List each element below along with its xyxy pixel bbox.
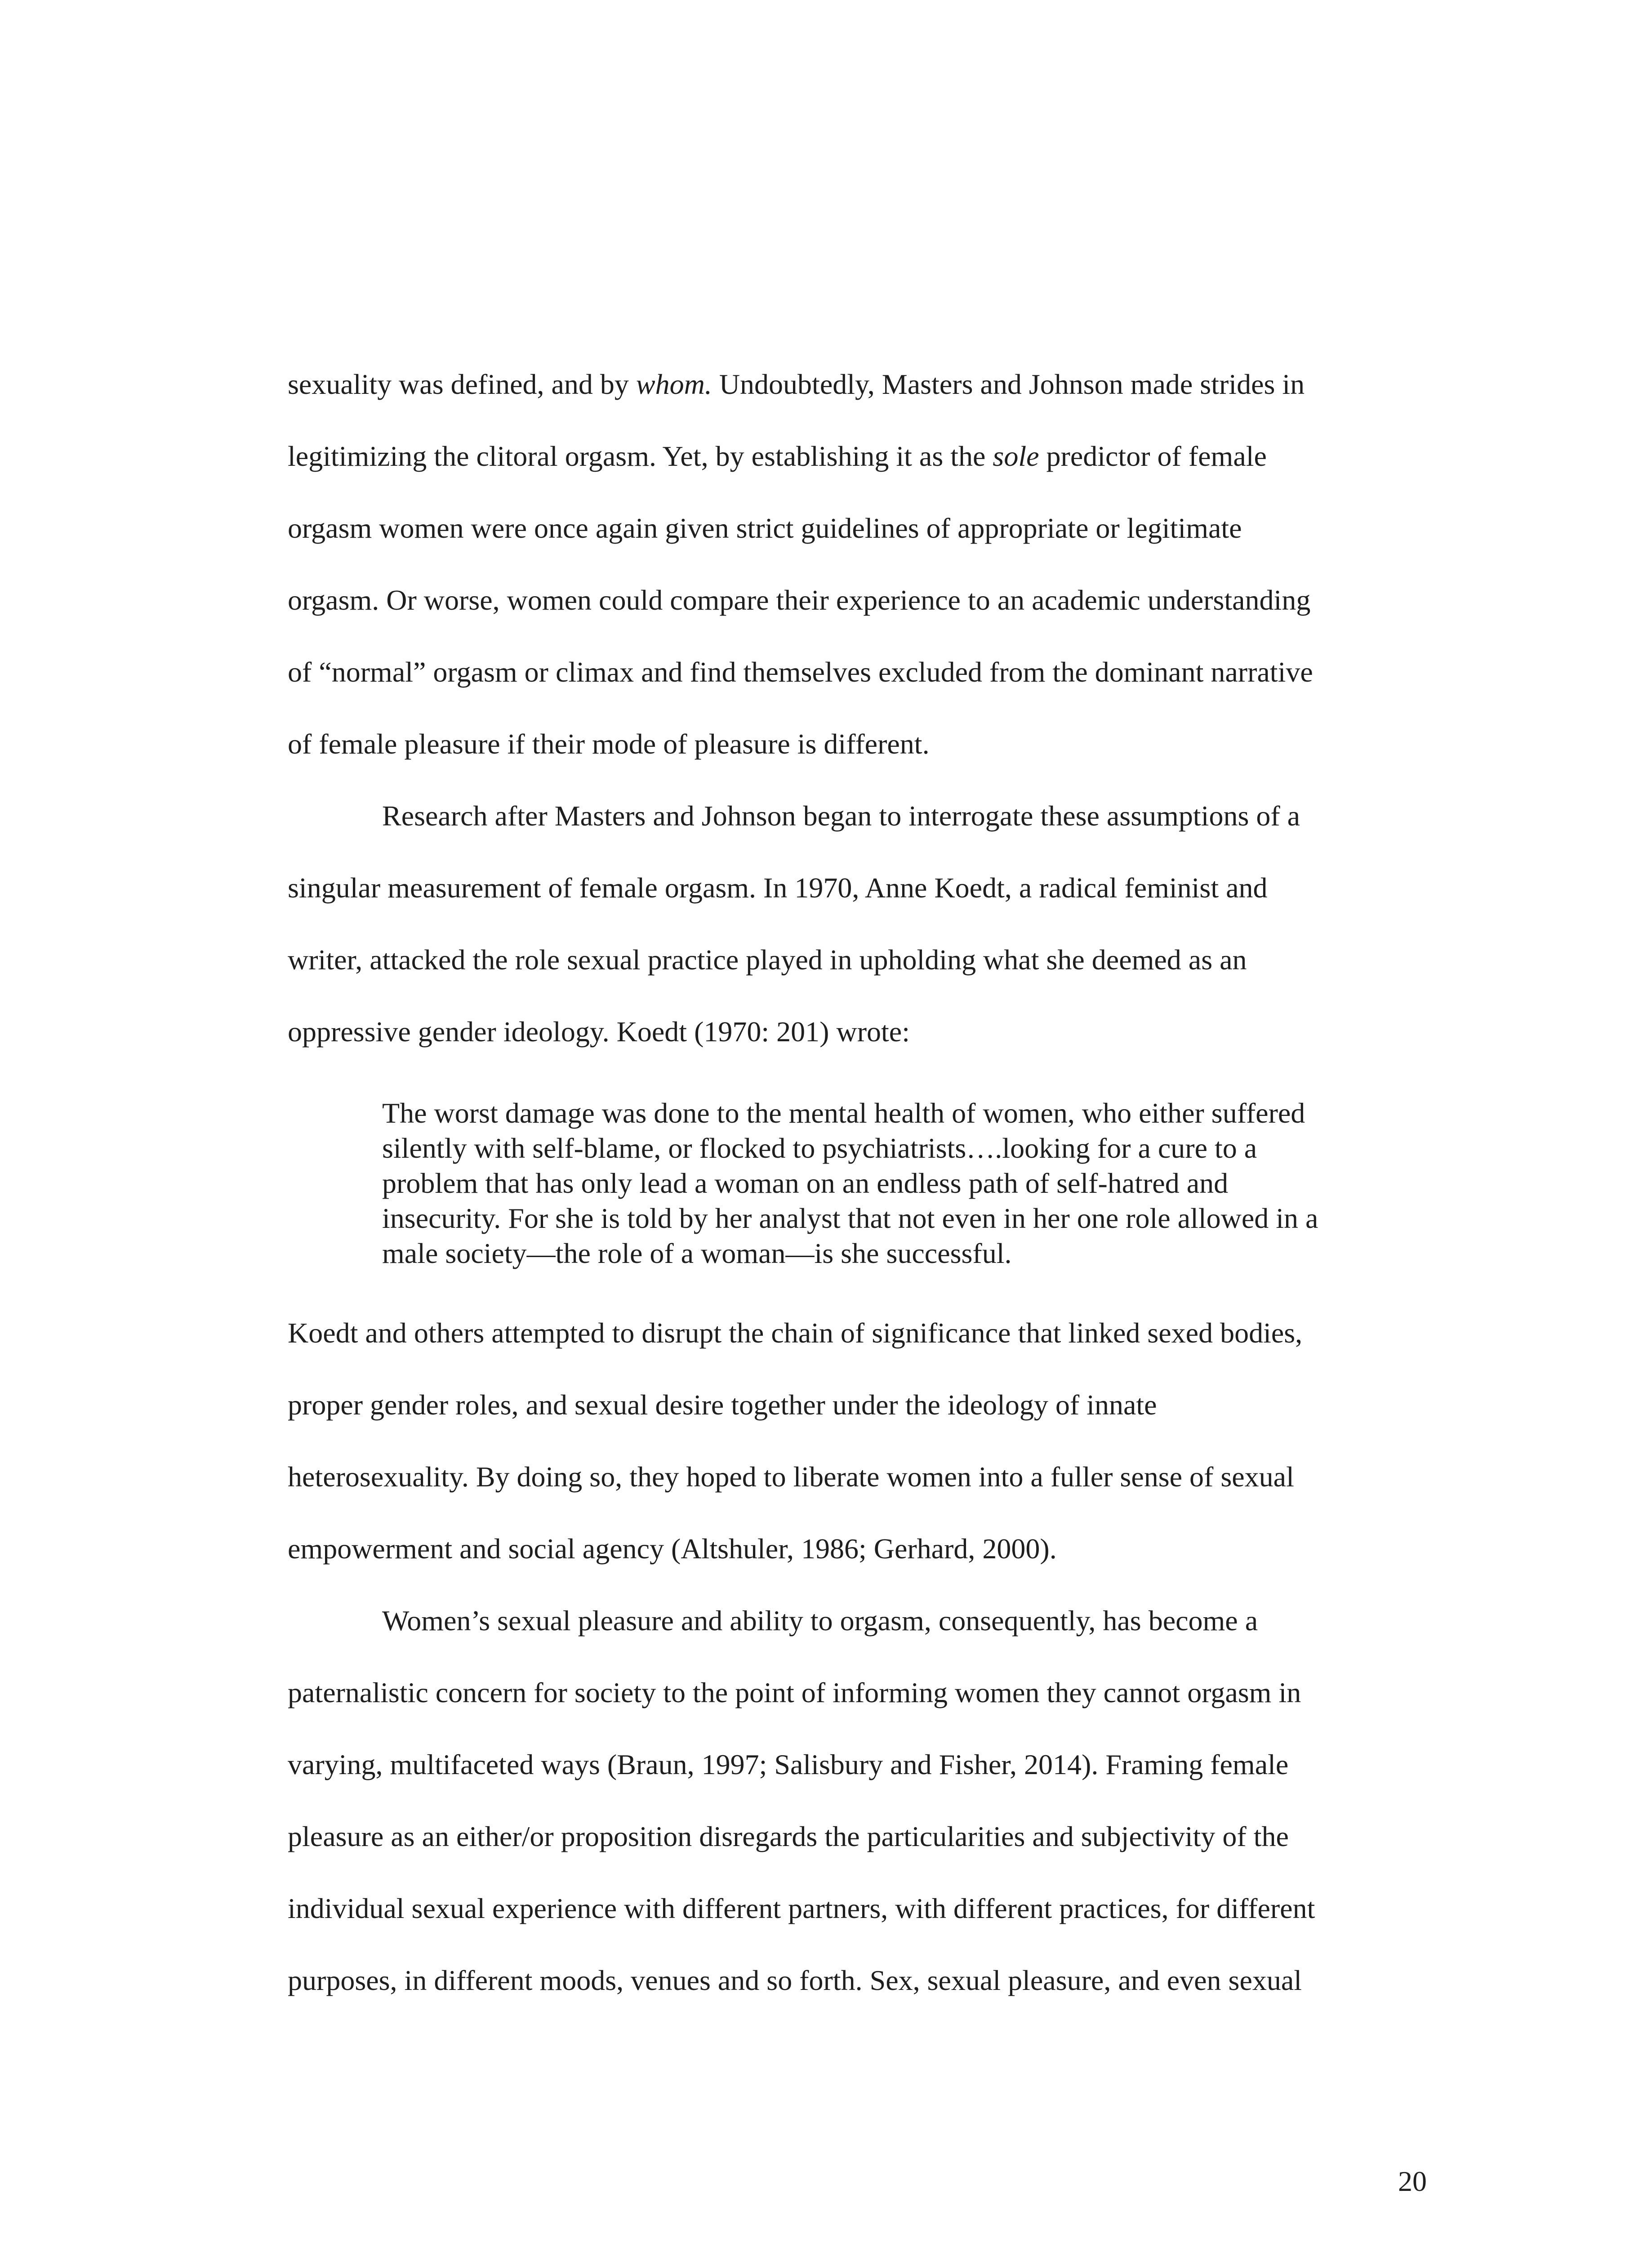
paragraph-4-line-2: paternalistic concern for society to the point of informing women they cannot orgasm in — [288, 1677, 1301, 1708]
paragraph-1-line-2 — [288, 438, 1267, 474]
paragraph-1-line-1 — [288, 366, 1305, 402]
paragraph-2-line-3: writer, attacked the role sexual practice played in upholding what she deemed as an — [288, 944, 1247, 976]
paragraph-4-line-6: purposes, in different moods, venues and so forth. Sex, sexual pleasure, and even sexual — [288, 1964, 1302, 1996]
paragraph-2-line-4: oppressive gender ideology. Koedt (1970: 201) wrote: — [288, 1016, 910, 1048]
paragraph-2-line-2: singular measurement of female orgasm. In 1970, Anne Koedt, a radical feminist and — [288, 872, 1268, 904]
page-number: 20 — [1398, 2165, 1427, 2197]
paragraph-3-line-1: Koedt and others attempted to disrupt the chain of significance that linked sexed bodies, — [288, 1317, 1303, 1349]
blockquote-line-5: male society—the role of a woman—is she successful. — [382, 1237, 1012, 1269]
paragraph-4-line-4: pleasure as an either/or proposition disregards the particularities and subjectivity of the — [288, 1820, 1289, 1852]
blockquote-line-4: insecurity. For she is told by her analyst that not even in her one role allowed in a — [382, 1202, 1318, 1234]
paragraph-4-line-1: Women’s sexual pleasure and ability to orgasm, consequently, has become a — [382, 1605, 1258, 1637]
blockquote-line-2: silently with self-blame, or flocked to psychiatrists….looking for a cure to a — [382, 1132, 1257, 1164]
paragraph-1-line-6: of female pleasure if their mode of pleasure is different. — [288, 728, 930, 760]
paragraph-2-line-1: Research after Masters and Johnson began to interrogate these assumptions of a — [382, 800, 1300, 832]
blockquote-line-3: problem that has only lead a woman on an endless path of self-hatred and — [382, 1167, 1229, 1199]
emphasis-text: sole — [993, 440, 1039, 472]
paragraph-1-line-5: of “normal” orgasm or climax and find themselves excluded from the dominant narrative — [288, 656, 1313, 688]
paragraph-1-line-4: orgasm. Or worse, women could compare their experience to an academic understanding — [288, 584, 1311, 616]
emphasis-text: whom. — [636, 368, 712, 400]
paragraph-1-line-3: orgasm women were once again given strict guidelines of appropriate or legitimate — [288, 512, 1242, 544]
paragraph-4-line-3: varying, multifaceted ways (Braun, 1997; Salisbury and Fisher, 2014). Framing female — [288, 1748, 1289, 1780]
paragraph-3-line-3: heterosexuality. By doing so, they hoped to liberate women into a fuller sense of sexual — [288, 1461, 1294, 1493]
text-run: sexuality was defined, and by — [288, 368, 636, 400]
paragraph-3-line-2: proper gender roles, and sexual desire together under the ideology of innate — [288, 1389, 1157, 1421]
paragraph-3-line-4: empowerment and social agency (Altshuler, 1986; Gerhard, 2000). — [288, 1533, 1057, 1565]
text-run: legitimizing the clitoral orgasm. Yet, by establishing it as the — [288, 440, 993, 472]
blockquote-line-1: The worst damage was done to the mental health of women, who either suffered — [382, 1097, 1305, 1129]
text-run: Undoubtedly, Masters and Johnson made strides in — [712, 368, 1305, 400]
paragraph-4-line-5: individual sexual experience with different partners, with different practices, for different — [288, 1892, 1315, 1924]
text-run: predictor of female — [1039, 440, 1267, 472]
